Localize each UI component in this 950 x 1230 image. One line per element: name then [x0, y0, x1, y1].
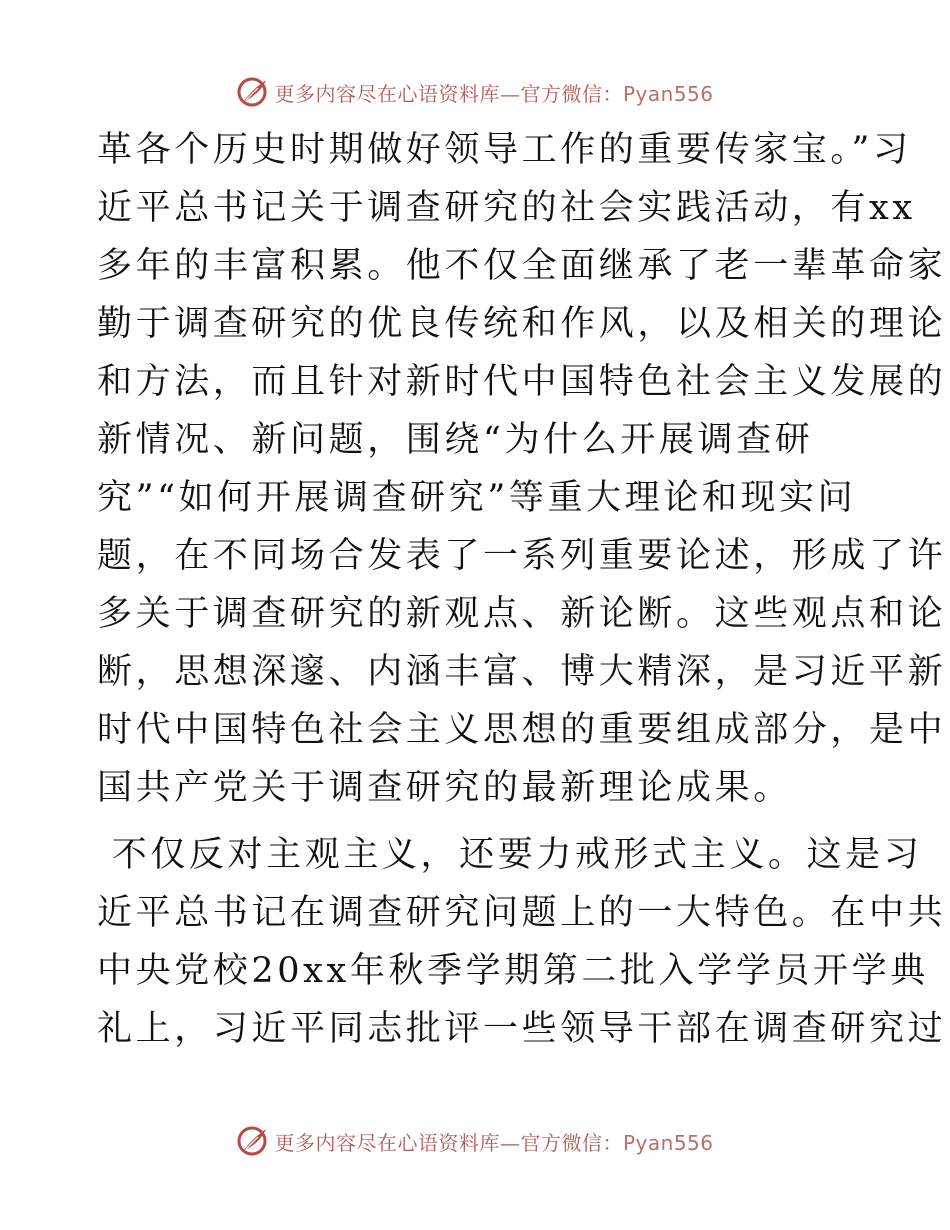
- paragraph-2: [97, 826, 947, 1058]
- text-line: 断，思想深邃、内涵丰富、博大精深，是习近平新: [97, 652, 947, 692]
- header-banner: [0, 72, 950, 112]
- footer-wechat-id: Pyan556: [622, 1130, 714, 1155]
- paragraph-gap: [97, 817, 857, 826]
- footer-banner: [0, 1121, 950, 1161]
- header-text: 更多内容尽在心语资料库—官方微信：: [274, 81, 623, 106]
- text-line: 不仅反对主观主义，还要力戒形式主义。这是习: [97, 835, 923, 875]
- text-line: 近平总书记在调查研究问题上的一大特色。在中共: [97, 893, 947, 933]
- text-line: 题，在不同场合发表了一系列重要论述，形成了许: [97, 536, 947, 576]
- feather-pen-logo-icon: [236, 1124, 270, 1158]
- text-line: 多关于调查研究的新观点、新论断。这些观点和论: [97, 594, 947, 634]
- text-line: 近平总书记关于调查研究的社会实践活动，有xx: [97, 188, 916, 228]
- text-line: 和方法，而且针对新时代中国特色社会主义发展的: [97, 362, 947, 402]
- footer-text: 更多内容尽在心语资料库—官方微信：: [274, 1130, 623, 1155]
- paragraph-1: [97, 121, 947, 817]
- text-line: 新情况、新问题，围绕“为什么开展调查研: [97, 420, 814, 460]
- text-line: 中央党校20xx年秋季学期第二批入学学员开学典: [97, 951, 929, 991]
- text-line: 勤于调查研究的优良传统和作风，以及相关的理论: [97, 304, 947, 344]
- feather-pen-logo-icon: [236, 75, 270, 109]
- text-line: 礼上，习近平同志批评一些领导干部在调查研究过: [97, 1009, 947, 1049]
- text-line: 究”“如何开展调查研究”等重大理论和现实问: [97, 478, 857, 518]
- header-wechat-id: Pyan556: [622, 81, 714, 106]
- document-body: [97, 121, 947, 1058]
- text-line: 革各个历史时期做好领导工作的重要传家宝。”习: [97, 130, 912, 170]
- text-line: 时代中国特色社会主义思想的重要组成部分，是中: [97, 710, 947, 750]
- text-line: 多年的丰富积累。他不仅全面继承了老一辈革命家: [97, 246, 947, 286]
- text-line: 国共产党关于调查研究的最新理论成果。: [97, 768, 792, 808]
